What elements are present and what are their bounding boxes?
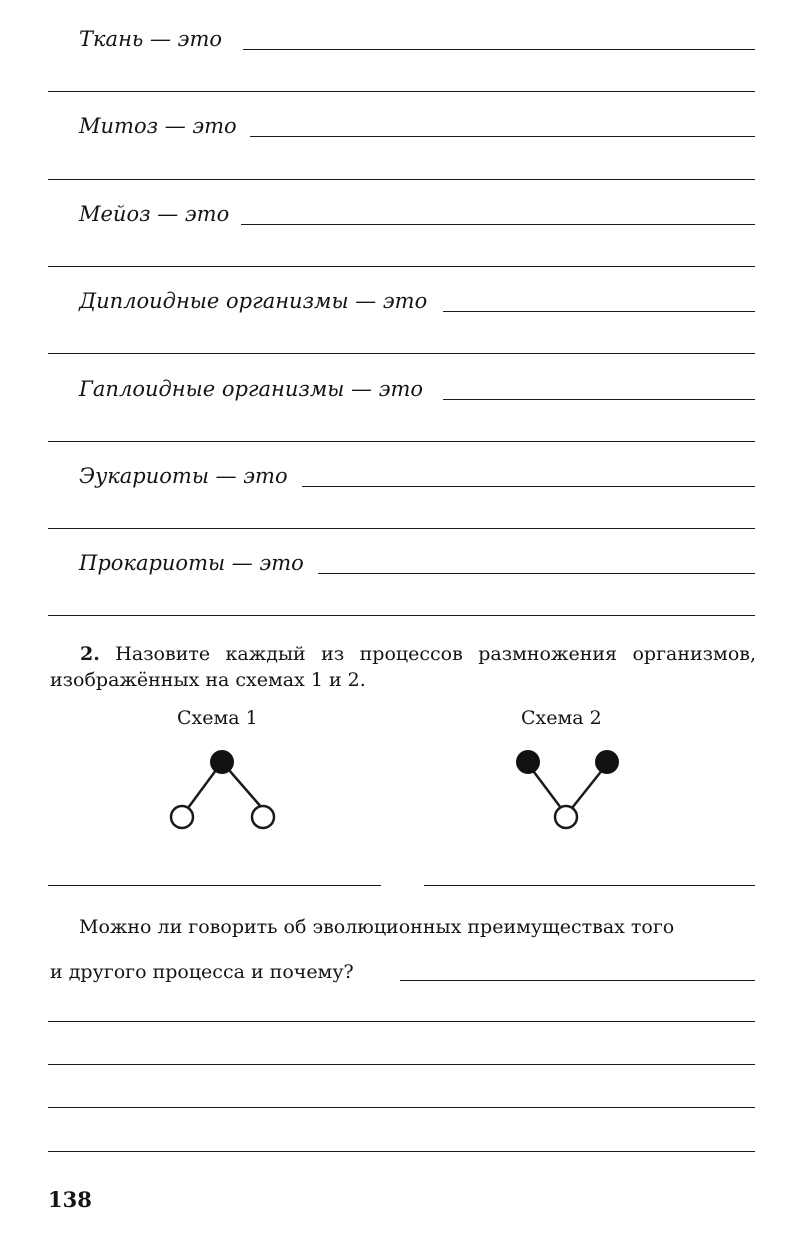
answer-line[interactable] [302,486,755,487]
answer-line[interactable] [48,1064,755,1065]
offspring-cell-empty [555,806,577,828]
answer-line[interactable] [243,49,755,50]
answer-line[interactable] [241,224,755,225]
definition-term: Мейоз — это [79,202,230,226]
answer-line[interactable] [318,573,755,574]
answer-line[interactable] [48,1151,755,1152]
scheme-1-title: Схема 1 [177,707,258,729]
definition-term: Прокариоты — это [79,551,304,575]
page-number: 138 [48,1187,92,1212]
daughter-cell-empty [171,806,193,828]
answer-line[interactable] [443,311,755,312]
answer-line[interactable] [250,136,755,137]
scheme-1-answer-line[interactable] [48,885,381,886]
answer-line[interactable] [48,615,755,616]
definition-term: Эукариоты — это [79,464,288,488]
task-number: 2. [80,643,100,665]
scheme-1-diagram [160,740,290,840]
daughter-cell-empty [252,806,274,828]
task-description: Назовите каждый из процессов размножения организмов, изображённых на схемах 1 и 2. [50,643,756,691]
definition-term: Ткань — это [79,27,223,51]
scheme-2-title: Схема 2 [521,707,602,729]
task-2-text [50,641,756,693]
definition-term: Диплоидные организмы — это [79,289,428,313]
parent-cell-filled [595,750,619,774]
answer-line[interactable] [48,91,755,92]
answer-line[interactable] [400,980,755,981]
answer-line[interactable] [48,179,755,180]
definition-term: Митоз — это [79,114,237,138]
parent-cell-filled [210,750,234,774]
answer-line[interactable] [48,1107,755,1108]
scheme-2-diagram [500,740,640,840]
answer-line[interactable] [48,441,755,442]
question-line-2: и другого процесса и почему? [50,961,354,983]
answer-line[interactable] [48,353,755,354]
answer-line[interactable] [48,1021,755,1022]
parent-cell-filled [516,750,540,774]
answer-line[interactable] [443,399,755,400]
scheme-2-answer-line[interactable] [424,885,755,886]
definition-term: Гаплоидные организмы — это [79,377,424,401]
question-line-1: Можно ли говорить об эволюционных преимуществах того [79,916,675,938]
answer-line[interactable] [48,266,755,267]
answer-line[interactable] [48,528,755,529]
